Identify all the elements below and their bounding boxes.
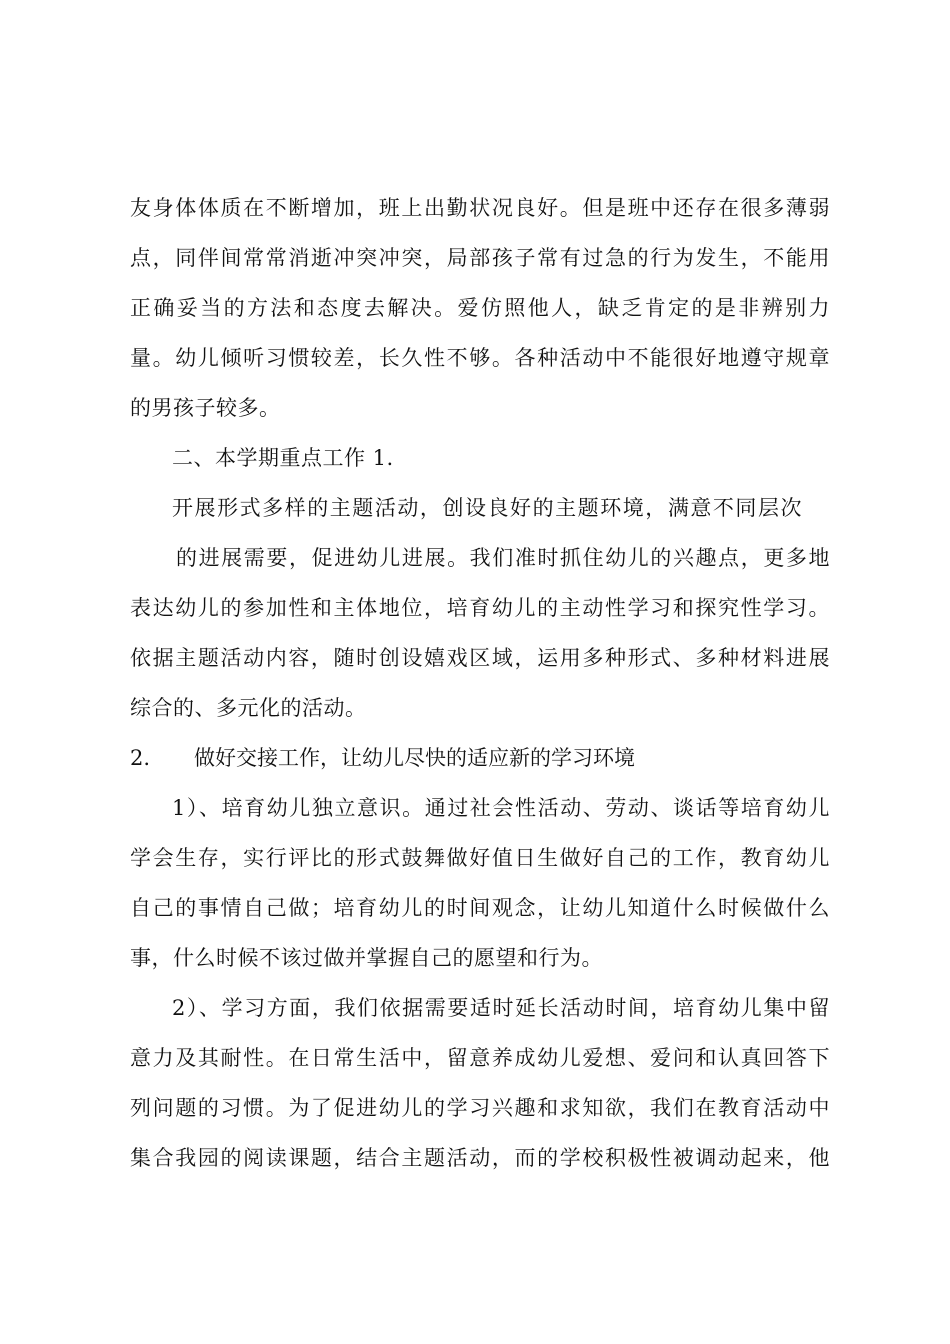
paragraph-line: 量。幼儿倾听习惯较差，长久性不够。各种活动中不能很好地遵守规章 — [130, 346, 830, 370]
paragraph-line: 列问题的习惯。为了促进幼儿的学习兴趣和求知欲，我们在教育活动中 — [130, 1096, 830, 1120]
paragraph-line: 自己的事情自己做；培育幼儿的时间观念，让幼儿知道什么时候做什么 — [130, 896, 830, 920]
paragraph-line: 表达幼儿的参加性和主体地位，培育幼儿的主动性学习和探究性学习。 — [130, 596, 830, 620]
numbered-item — [130, 743, 635, 773]
paragraph-line: 依据主题活动内容，随时创设嬉戏区域，运用多种形式、多种材料进展 — [130, 646, 830, 670]
item-text: 做好交接工作，让幼儿尽快的适应新的学习环境 — [194, 746, 635, 770]
paragraph-line: 2）、学习方面，我们依据需要适时延长活动时间，培育幼儿集中留 — [172, 996, 830, 1020]
paragraph-line: 点，同伴间常常消逝冲突冲突，局部孩子常有过急的行为发生，不能用 — [130, 246, 830, 270]
paragraph-line: 事，什么时候不该过做并掌握自己的愿望和行为。 — [130, 946, 603, 970]
item-number: 2. — [130, 746, 151, 770]
paragraph-line: 开展形式多样的主题活动，创设良好的主题环境，满意不同层次 — [172, 496, 802, 520]
paragraph-line: 的进展需要，促进幼儿进展。我们准时抓住幼儿的兴趣点，更多地 — [176, 546, 830, 570]
paragraph-line: 集合我园的阅读课题，结合主题活动，而的学校积极性被调动起来，他 — [130, 1146, 830, 1170]
paragraph-line: 的男孩子较多。 — [130, 396, 281, 420]
section-heading: 二、本学期重点工作 1. — [172, 446, 394, 470]
paragraph-line: 综合的、多元化的活动。 — [130, 696, 367, 720]
paragraph-line: 正确妥当的方法和态度去解决。爱仿照他人，缺乏肯定的是非辨别力 — [130, 296, 830, 320]
paragraph-line: 学会生存，实行评比的形式鼓舞做好值日生做好自己的工作，教育幼儿 — [130, 846, 830, 870]
paragraph-line: 1）、培育幼儿独立意识。通过社会性活动、劳动、谈话等培育幼儿 — [172, 796, 830, 820]
paragraph-line: 友身体体质在不断增加，班上出勤状况良好。但是班中还存在很多薄弱 — [130, 196, 830, 220]
paragraph-line: 意力及其耐性。在日常生活中，留意养成幼儿爱想、爱问和认真回答下 — [130, 1046, 830, 1070]
